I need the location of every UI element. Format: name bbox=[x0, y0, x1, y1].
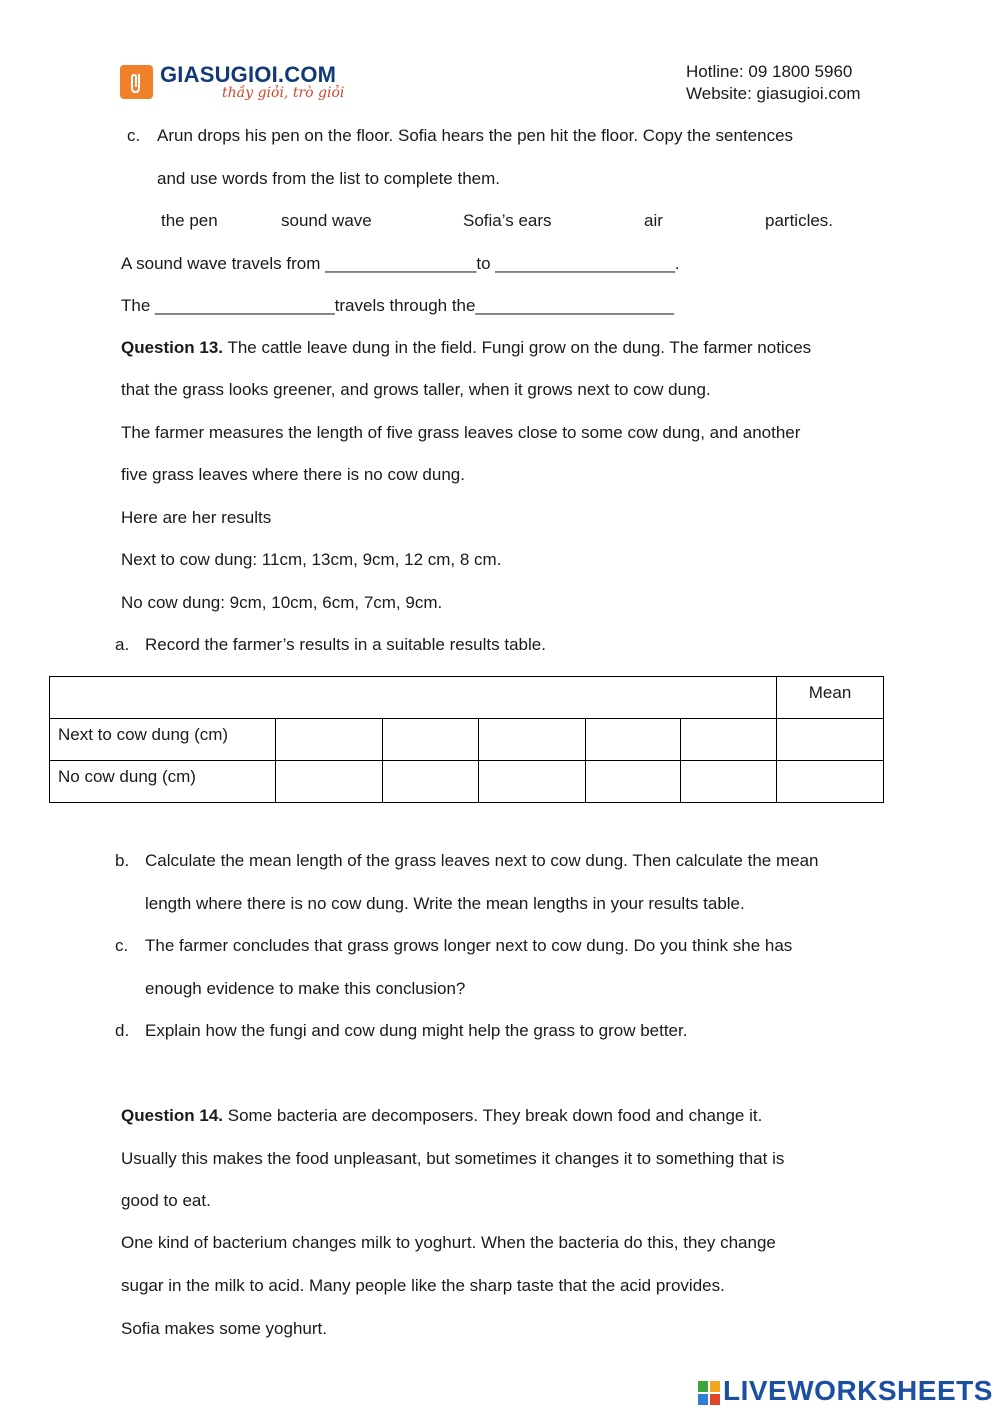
website: Website: giasugioi.com bbox=[686, 84, 861, 103]
word-option: air bbox=[644, 211, 663, 230]
liveworksheets-watermark: LIVEWORKSHEETS bbox=[723, 1375, 993, 1406]
q13-b-marker: b. bbox=[115, 851, 130, 870]
table-cell[interactable] bbox=[276, 719, 383, 761]
q14-line6: Sofia makes some yoghurt. bbox=[121, 1319, 327, 1338]
table-header-blank bbox=[50, 677, 777, 719]
table-cell[interactable] bbox=[383, 761, 479, 803]
table-row bbox=[50, 677, 884, 719]
part-c-marker: c. bbox=[127, 126, 141, 145]
table-cell-mean[interactable] bbox=[777, 761, 884, 803]
q14-line3: good to eat. bbox=[121, 1191, 211, 1210]
table-cell[interactable] bbox=[586, 719, 681, 761]
q13-line1 bbox=[121, 339, 811, 356]
q13-line5: Here are her results bbox=[121, 508, 272, 527]
q13-c-line2: enough evidence to make this conclusion? bbox=[145, 979, 466, 998]
q13-line3: The farmer measures the length of five grass leaves close to some cow dung, and another bbox=[121, 423, 801, 442]
part-c-line1: Arun drops his pen on the floor. Sofia hears the pen hit the floor. Copy the sentences bbox=[157, 126, 794, 145]
q14-line2: Usually this makes the food unpleasant, but sometimes it changes it to something that is bbox=[121, 1149, 785, 1168]
table-cell[interactable] bbox=[681, 761, 777, 803]
table-header-mean: Mean bbox=[777, 677, 884, 719]
table-cell[interactable] bbox=[681, 719, 777, 761]
table-cell-mean[interactable] bbox=[777, 719, 884, 761]
fill-sentence-1: A sound wave travels from ________________to ___________________. bbox=[121, 254, 680, 273]
brand-name: GIASUGIOI.COM bbox=[160, 62, 337, 87]
q13-line4: five grass leaves where there is no cow dung. bbox=[121, 465, 465, 484]
row-label-no-dung: No cow dung (cm) bbox=[50, 761, 276, 803]
q13-b-line2: length where there is no cow dung. Write the mean lengths in your results table. bbox=[145, 894, 745, 913]
q14-intro: Some bacteria are decomposers. They break down food and change it. bbox=[223, 1106, 763, 1125]
q13-intro: The cattle leave dung in the field. Fungi grow on the dung. The farmer notices bbox=[223, 338, 812, 357]
q13-c-marker: c. bbox=[115, 936, 129, 955]
q13-c-line1: The farmer concludes that grass grows longer next to cow dung. Do you think she has bbox=[145, 936, 793, 955]
q13-results-no-dung: No cow dung: 9cm, 10cm, 6cm, 7cm, 9cm. bbox=[121, 593, 443, 612]
word-option: Sofia’s ears bbox=[463, 211, 552, 230]
table-cell[interactable] bbox=[479, 719, 586, 761]
q13-a-text: Record the farmer’s results in a suitable results table. bbox=[145, 635, 546, 654]
hotline: Hotline: 09 1800 5960 bbox=[686, 62, 853, 81]
q13-d-text: Explain how the fungi and cow dung might help the grass to grow better. bbox=[145, 1021, 688, 1040]
word-option: sound wave bbox=[281, 211, 372, 230]
word-option: particles. bbox=[765, 211, 834, 230]
table-row bbox=[50, 761, 884, 803]
table-cell[interactable] bbox=[383, 719, 479, 761]
q13-label: Question 13. bbox=[121, 338, 224, 357]
q13-results-dung: Next to cow dung: 11cm, 13cm, 9cm, 12 cm, 8 cm. bbox=[121, 550, 502, 569]
q14-label: Question 14. bbox=[121, 1106, 224, 1125]
q14-line4: One kind of bacterium changes milk to yoghurt. When the bacteria do this, they change bbox=[121, 1233, 776, 1252]
row-label-next-to-dung: Next to cow dung (cm) bbox=[50, 719, 276, 761]
brand-tagline: thầy giỏi, trò giỏi bbox=[222, 85, 345, 101]
brand-logo-icon bbox=[120, 65, 153, 99]
q13-b-line1: Calculate the mean length of the grass leaves next to cow dung. Then calculate the mean bbox=[145, 851, 819, 870]
q14-line1 bbox=[121, 1107, 762, 1124]
table-cell[interactable] bbox=[586, 761, 681, 803]
q14-line5: sugar in the milk to acid. Many people like the sharp taste that the acid provides. bbox=[121, 1276, 725, 1295]
table-cell[interactable] bbox=[479, 761, 586, 803]
part-c-line2: and use words from the list to complete them. bbox=[157, 169, 500, 188]
table-cell[interactable] bbox=[276, 761, 383, 803]
q13-line2: that the grass looks greener, and grows taller, when it grows next to cow dung. bbox=[121, 380, 711, 399]
table-row bbox=[50, 719, 884, 761]
q13-d-marker: d. bbox=[115, 1021, 130, 1040]
fill-sentence-2: The ___________________travels through the_____________________ bbox=[121, 296, 675, 315]
liveworksheets-logo-icon bbox=[698, 1381, 720, 1405]
word-option: the pen bbox=[161, 211, 218, 230]
results-table bbox=[49, 676, 884, 803]
q13-a-marker: a. bbox=[115, 635, 130, 654]
